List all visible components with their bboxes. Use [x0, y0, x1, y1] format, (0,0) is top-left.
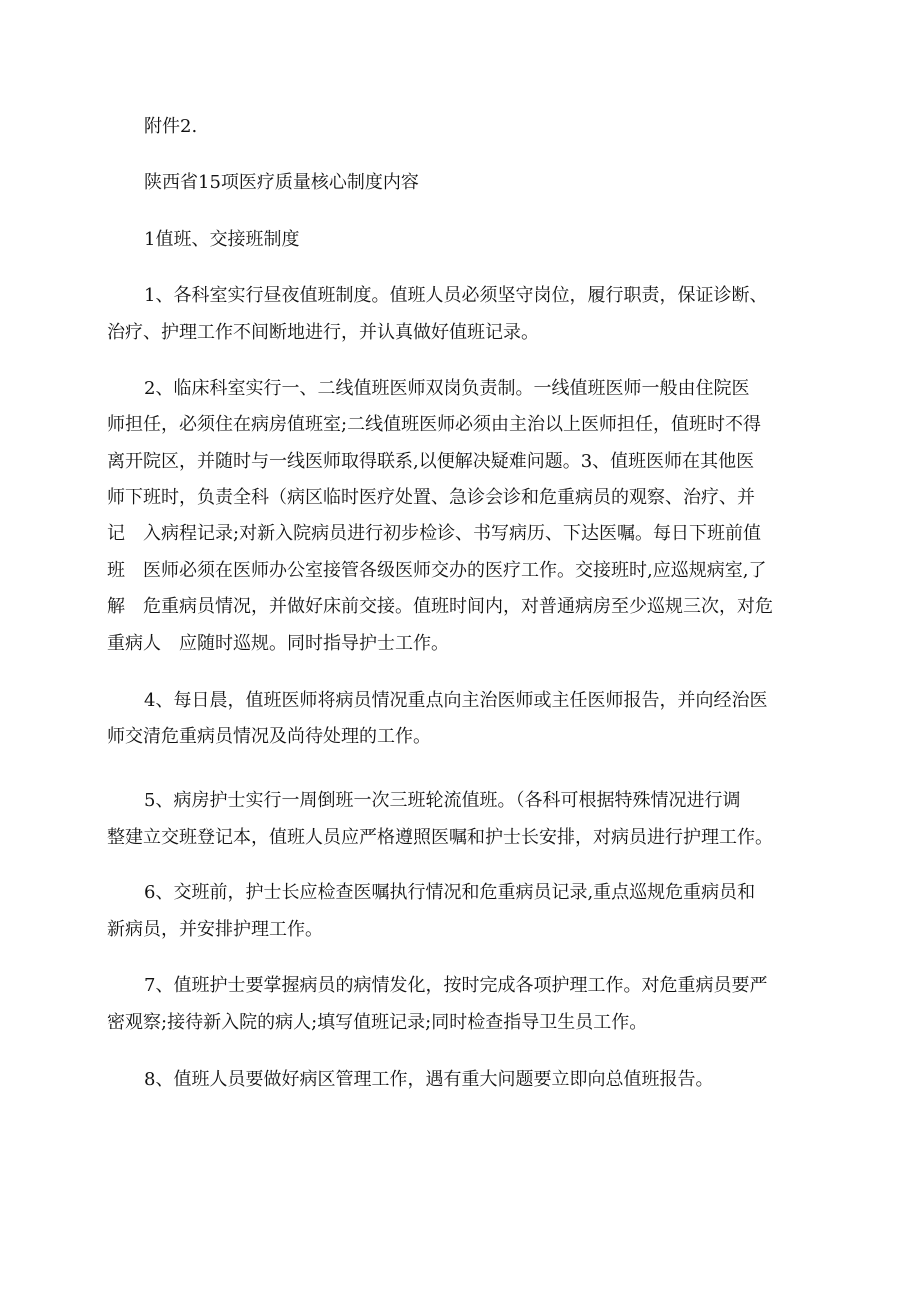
- paragraph-2-line-3: 离开院区，并随时与一线医师取得联系,以便解决疑难问题。3、值班医师在其他医: [107, 451, 755, 472]
- paragraph-5-line-2: 新病员，并安排护理工作。: [107, 919, 323, 940]
- paragraph-2-line-4: 师下班时，负责全科（病区临时医疗处置、急诊会诊和危重病员的观察、治疗、并: [107, 487, 755, 508]
- paragraph-3-line-2: 师交清危重病员情况及尚待处理的工作。: [107, 726, 431, 747]
- paragraph-4-line-1: 5、病房护士实行一周倒班一次三班轮流值班。（各科可根据特殊情况进行调: [144, 790, 741, 811]
- paragraph-5-line-1: 6、交班前，护士长应检查医嘱执行情况和危重病员记录,重点巡规危重病员和: [144, 882, 756, 903]
- paragraph-1-line-2: 治疗、护理工作不间断地进行，并认真做好值班记录。: [107, 322, 539, 343]
- paragraph-6-line-2: 密观察;接待新入院的病人;填写值班记录;同时检查指导卫生员工作。: [107, 1012, 648, 1033]
- paragraph-2-line-5: 记 入病程记录;对新入院病员进行初步检诊、书写病历、下达医嘱。每日下班前值: [107, 523, 762, 544]
- paragraph-2-line-8: 重病人 应随时巡规。同时指导护士工作。: [107, 633, 449, 654]
- paragraph-7-line-1: 8、值班人员要做好病区管理工作，遇有重大问题要立即向总值班报告。: [144, 1069, 714, 1090]
- paragraph-2-line-7: 解 危重病员情况，并做好床前交接。值班时间内，对普通病房至少巡规三次，对危: [107, 596, 773, 617]
- document-title: 陕西省15项医疗质量核心制度内容: [144, 172, 419, 193]
- paragraph-2-line-1: 2、临床科室实行一、二线值班医师双岗负责制。一线值班医师一般由住院医: [144, 378, 750, 399]
- paragraph-4-line-2: 整建立交班登记本，值班人员应严格遵照医嘱和护士长安排，对病员进行护理工作。: [107, 827, 773, 848]
- paragraph-3-line-1: 4、每日晨，值班医师将病员情况重点向主治医师或主任医师报告，并向经治医: [144, 690, 768, 711]
- paragraph-2-line-6: 班 医师必须在医师办公室接管各级医师交办的医疗工作。交接班时,应巡规病室,了: [107, 560, 767, 581]
- section-title: 1值班、交接班制度: [144, 229, 300, 250]
- paragraph-1-line-1: 1、各科室实行昼夜值班制度。值班人员必须坚守岗位，履行职责，保证诊断、: [144, 285, 768, 306]
- attachment-label: 附件2.: [144, 116, 198, 137]
- paragraph-2-line-2: 师担任，必须住在病房值班室;二线值班医师必须由主治以上医师担任，值班时不得: [107, 414, 762, 435]
- paragraph-6-line-1: 7、值班护士要掌握病员的病情发化，按时完成各项护理工作。对危重病员要严: [144, 975, 768, 996]
